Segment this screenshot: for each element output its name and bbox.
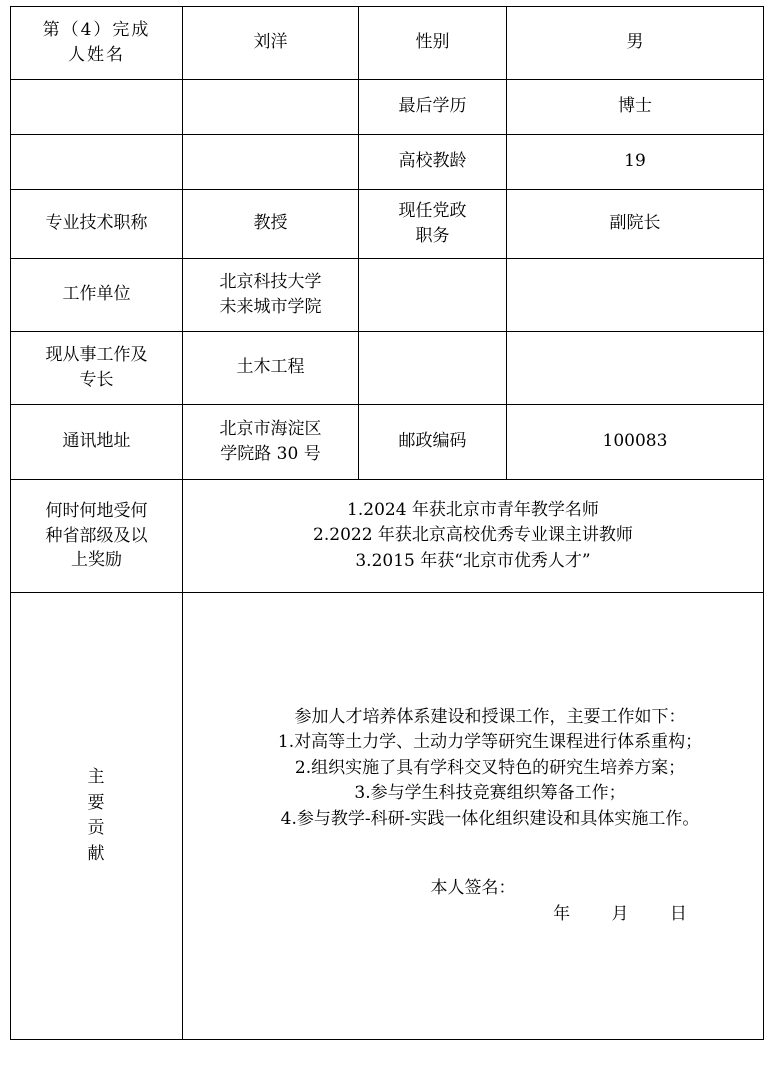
name-label-cell [11, 7, 183, 80]
awards-label-line3: 上奖励 [71, 550, 122, 571]
contribution-label-line2: 要 [87, 792, 106, 813]
date-month-label: 月 [611, 903, 629, 924]
address-value-line2: 学院路 30 号 [220, 444, 321, 464]
table-row-address [11, 405, 764, 480]
name-value-cell: 刘洋 [183, 7, 359, 80]
employer-label-cell: 工作单位 [11, 259, 183, 332]
party-position-value-cell: 副院长 [507, 190, 764, 259]
party-position-label-line2: 职务 [415, 226, 450, 246]
personnel-form-table [10, 6, 764, 1040]
specialty-label-line1: 现从事工作及 [45, 345, 148, 366]
specialty-value-cell: 土木工程 [183, 332, 359, 405]
postcode-value-cell: 100083 [507, 405, 764, 480]
signature-date-line [187, 902, 759, 928]
empty-cell-5 [359, 259, 507, 332]
education-value-cell: 博士 [507, 80, 764, 135]
table-row-teaching-years [11, 135, 764, 190]
contribution-label-line1: 主 [87, 767, 106, 787]
contribution-item: 1.对高等土力学、土动力学等研究生课程进行体系重构； [277, 732, 703, 753]
table-row-name [11, 7, 764, 80]
table-row-employer [11, 259, 764, 332]
empty-cell-8 [507, 332, 764, 405]
specialty-label-line2: 专长 [79, 370, 114, 390]
gender-value-cell: 男 [507, 7, 764, 80]
awards-label-line1: 何时何地受何 [45, 501, 148, 522]
empty-cell-7 [359, 332, 507, 405]
title-label-cell: 专业技术职称 [11, 190, 183, 259]
employer-value-line1: 北京科技大学 [219, 272, 322, 293]
award-item: 3.2015 年获“北京市优秀人才” [355, 550, 591, 571]
teaching-years-label-cell: 高校教龄 [359, 135, 507, 190]
awards-value-cell [183, 480, 764, 593]
empty-cell-6 [507, 259, 764, 332]
postcode-label-cell: 邮政编码 [359, 405, 507, 480]
contribution-label-cell [11, 593, 183, 1040]
education-label-cell: 最后学历 [359, 80, 507, 135]
gender-label-cell: 性别 [359, 7, 507, 80]
awards-label-cell [11, 480, 183, 593]
address-value-line1: 北京市海淀区 [219, 419, 322, 440]
table-row-education [11, 80, 764, 135]
party-position-label-line1: 现任党政 [398, 201, 467, 222]
contribution-item: 4.参与教学-科研-实践一体化组织建设和具体实施工作。 [280, 808, 700, 829]
contribution-label-line3: 贡 [87, 818, 106, 838]
award-item: 2.2022 年获北京高校优秀专业课主讲教师 [313, 525, 633, 546]
title-value-cell: 教授 [183, 190, 359, 259]
empty-cell-2 [183, 80, 359, 135]
contribution-item: 2.组织实施了具有学科交叉特色的研究生培养方案； [294, 757, 686, 778]
party-position-label-cell [359, 190, 507, 259]
table-row-title [11, 190, 764, 259]
teaching-years-value-cell: 19 [507, 135, 764, 190]
address-label-cell: 通讯地址 [11, 405, 183, 480]
award-item: 1.2024 年获北京市青年教学名师 [347, 499, 599, 520]
date-day-label: 日 [669, 903, 687, 924]
contribution-item: 3.参与学生科技竞赛组织筹备工作； [354, 783, 626, 804]
table-row-contribution [11, 593, 764, 1040]
empty-cell-4 [183, 135, 359, 190]
employer-value-line2: 未来城市学院 [219, 297, 322, 317]
date-year-label: 年 [553, 903, 571, 924]
name-label-line1: 第（4）完成 [42, 20, 151, 41]
table-row-awards [11, 480, 764, 593]
signature-label: 本人签名： [430, 878, 516, 899]
name-label-line2: 人姓名 [68, 45, 125, 65]
contribution-label-line4: 献 [87, 843, 106, 864]
contribution-value-cell [183, 593, 764, 1040]
awards-label-line2: 种省部级及以 [45, 525, 148, 546]
table-row-specialty [11, 332, 764, 405]
empty-cell-3 [11, 135, 183, 190]
empty-cell-1 [11, 80, 183, 135]
address-value-cell [183, 405, 359, 480]
contribution-intro: 参加人才培养体系建设和授课工作，主要工作如下： [294, 706, 686, 727]
specialty-label-cell [11, 332, 183, 405]
signature-block [187, 876, 759, 927]
employer-value-cell [183, 259, 359, 332]
